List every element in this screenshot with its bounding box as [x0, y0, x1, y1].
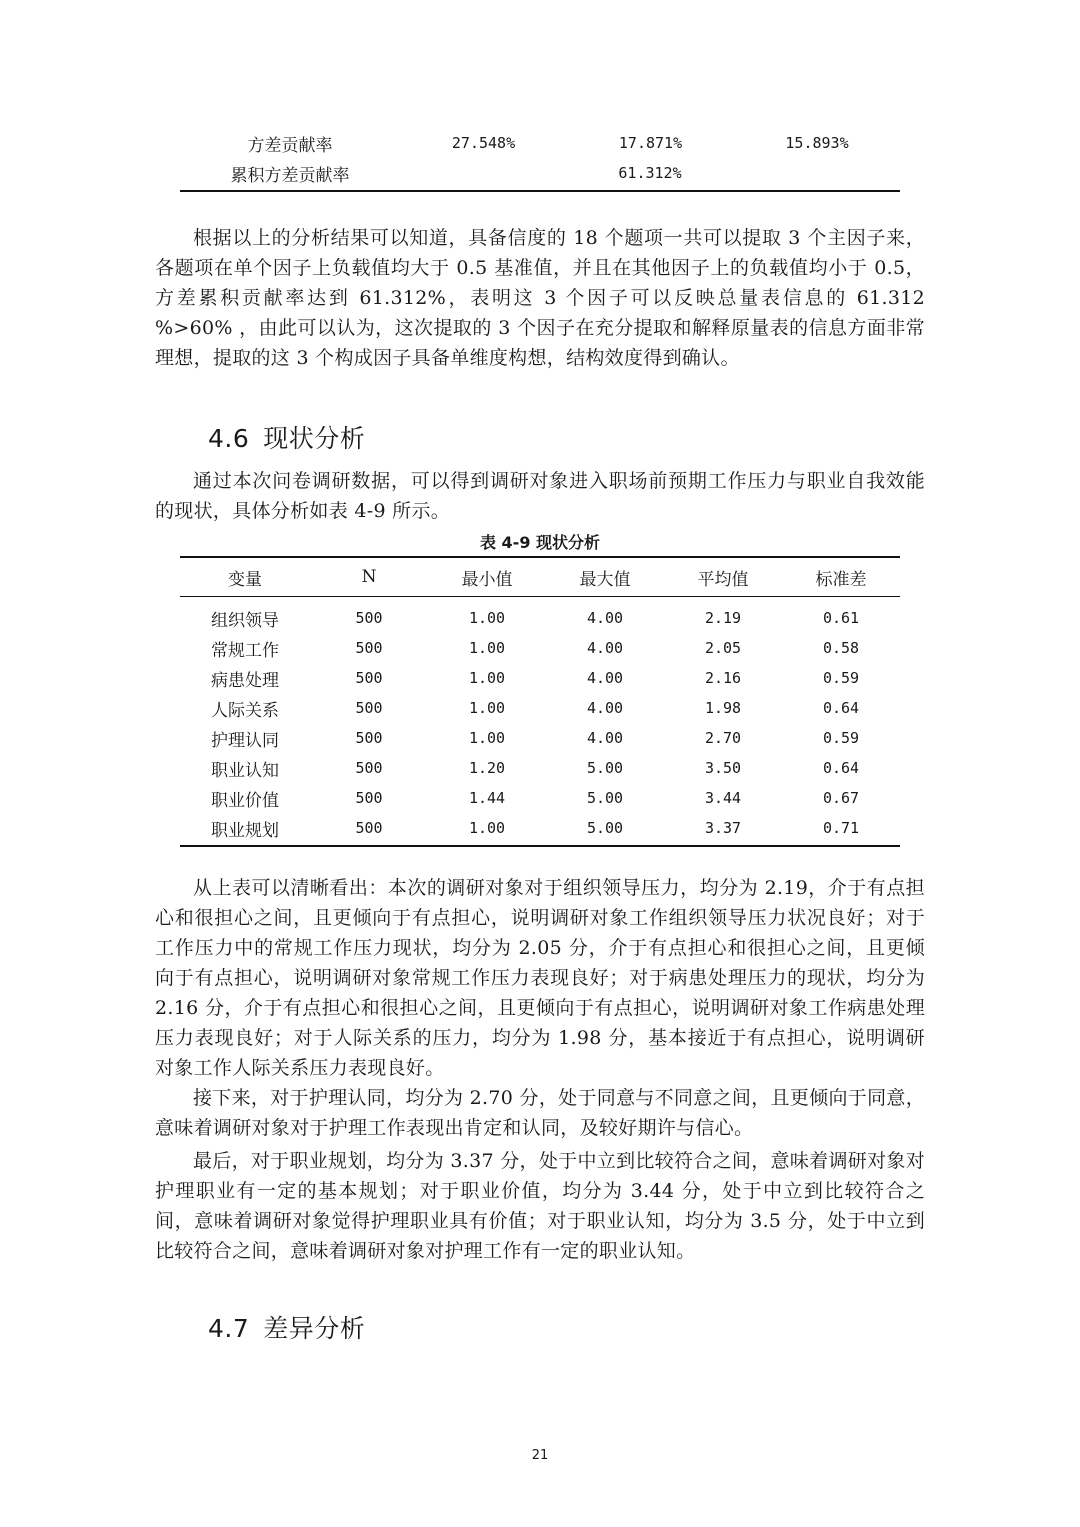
variance-value-2: 17.871% — [618, 134, 683, 152]
cell-sd: 0.64 — [822, 759, 860, 777]
analysis-paragraph-1: 从上表可以清晰看出：本次的调研对象对于组织领导压力，均分为 2.19，介于有点担心和很担心之间，且更倾向于有点担心，说明调研对象工作组织领导压力状况良好；对于工作压力中的常规工作压力现状，均分为 2.05 分，介于有点担心和很担心之间，且更倾向于有点担心，说明调研对象常规工作压力表现良好；对于病患处理压力的现状，均分为 2.16 分，介于有点担心和很担心之间，且更倾向于有点担心，说明调研对象工作病患处理压力表现良好；对于人际关系的压力，均分为 1.98 分，基本接近于有点担心，说明调研对象工作人际关系压力表现良好。 — [155, 877, 925, 1079]
header-mean: 平均值 — [664, 557, 782, 597]
table-row — [180, 693, 900, 723]
cell-sd: 0.67 — [822, 789, 860, 807]
cell-sd: 0.58 — [822, 639, 860, 657]
cell-max: 5.00 — [546, 813, 664, 846]
cell-sd: 0.64 — [822, 699, 860, 717]
section-title: 现状分析 — [263, 424, 366, 453]
cell-variable: 常规工作 — [211, 640, 279, 661]
header-max: 最大值 — [546, 557, 664, 597]
header-sd: 标准差 — [782, 557, 900, 597]
cell-max: 5.00 — [586, 759, 624, 777]
table-row — [180, 723, 900, 753]
cell-sd: 0.59 — [822, 729, 860, 747]
cell-min: 1.00 — [468, 669, 506, 687]
cell-max: 4.00 — [586, 699, 624, 717]
cell-sd: 0.71 — [782, 813, 900, 846]
section-heading-4-6 — [208, 419, 365, 455]
cumulative-label: 累积方差贡献率 — [230, 165, 350, 186]
variance-label: 方差贡献率 — [247, 135, 333, 156]
cell-variable: 职业规划 — [180, 813, 310, 846]
cell-mean: 3.50 — [704, 759, 742, 777]
variance-row — [180, 128, 900, 158]
section-title: 差异分析 — [263, 1314, 366, 1343]
cell-min: 1.00 — [428, 813, 546, 846]
cell-min: 1.00 — [468, 699, 506, 717]
cell-min: 1.00 — [468, 639, 506, 657]
cell-sd: 0.61 — [822, 609, 860, 627]
cell-n: 500 — [355, 759, 383, 777]
cell-n: 500 — [355, 639, 383, 657]
cell-n: 500 — [355, 609, 383, 627]
table-row — [180, 633, 900, 663]
cell-variable: 职业价值 — [211, 790, 279, 811]
section-number: 4.7 — [208, 1314, 250, 1343]
cell-max: 4.00 — [586, 609, 624, 627]
status-analysis-table — [180, 556, 900, 847]
intro-paragraph: 通过本次问卷调研数据，可以得到调研对象进入职场前预期工作压力与职业自我效能的现状，具体分析如表 4-9 所示。 — [155, 470, 925, 522]
variance-value-1: 27.548% — [451, 134, 516, 152]
section-heading-4-7 — [208, 1309, 365, 1345]
cell-n: 500 — [310, 813, 428, 846]
cell-variable: 护理认同 — [211, 730, 279, 751]
table-bottom-rule — [180, 190, 900, 192]
section-number: 4.6 — [208, 424, 250, 453]
cell-variable: 职业认知 — [211, 760, 279, 781]
cell-mean: 2.05 — [704, 639, 742, 657]
cell-variable: 人际关系 — [211, 700, 279, 721]
table-caption: 表 4-9 现状分析 — [479, 533, 601, 552]
cell-mean: 2.70 — [704, 729, 742, 747]
cell-n: 500 — [355, 789, 383, 807]
header-variable: 变量 — [180, 557, 310, 597]
cell-sd: 0.59 — [822, 669, 860, 687]
cell-min: 1.44 — [468, 789, 506, 807]
cumulative-value: 61.312% — [618, 164, 682, 182]
cell-n: 500 — [355, 699, 383, 717]
cell-mean: 2.19 — [704, 609, 742, 627]
table-row — [180, 663, 900, 693]
factor-paragraph: 根据以上的分析结果可以知道，具备信度的 18 个题项一共可以提取 3 个主因子来，各题项在单个因子上负载值均大于 0.5 基准值，并且在其他因子上的负载值均小于 0.5，方差累积贡献率达到 61.312%，表明这 3 个因子可以反映总量表信息的 61.312 %>60% ，由此可以认为，这次提取的 3 个因子在充分提取和解释原量表的信息方面非常理想，提取的这 3 个构成因子具备单维度构想，结构效度得到确认。 — [155, 227, 925, 369]
cell-n: 500 — [355, 669, 383, 687]
table-header-row — [180, 557, 900, 597]
cumulative-variance-row — [180, 158, 900, 188]
cell-max: 4.00 — [586, 639, 624, 657]
analysis-paragraph-2: 接下来，对于护理认同，均分为 2.70 分，处于同意与不同意之间，且更倾向于同意，意味着调研对象对于护理工作表现出肯定和认同，及较好期许与信心。 — [155, 1087, 925, 1139]
cell-variable: 病患处理 — [211, 670, 279, 691]
table-row — [180, 597, 900, 634]
variance-value-3: 15.893% — [785, 134, 849, 152]
cell-n: 500 — [355, 729, 383, 747]
cell-max: 5.00 — [586, 789, 624, 807]
cell-mean: 2.16 — [704, 669, 742, 687]
page-number: 21 — [531, 1448, 549, 1463]
variance-table — [180, 128, 900, 188]
table-row — [180, 783, 900, 813]
cell-mean: 3.44 — [704, 789, 742, 807]
table-row — [180, 813, 900, 846]
cell-min: 1.00 — [468, 729, 506, 747]
cell-variable: 组织领导 — [211, 610, 279, 631]
table-row — [180, 753, 900, 783]
cell-min: 1.20 — [468, 759, 506, 777]
cell-max: 4.00 — [586, 669, 624, 687]
header-n: N — [310, 557, 428, 597]
cell-mean: 3.37 — [664, 813, 782, 846]
cell-mean: 1.98 — [704, 699, 742, 717]
cell-max: 4.00 — [586, 729, 624, 747]
analysis-paragraph-3: 最后，对于职业规划，均分为 3.37 分，处于中立到比较符合之间，意味着调研对象对护理职业有一定的基本规划；对于职业价值，均分为 3.44 分，处于中立到比较符合之间，意味着调研对象觉得护理职业具有价值；对于职业认知，均分为 3.5 分，处于中立到比较符合之间，意味着调研对象对护理工作有一定的职业认知。 — [155, 1150, 925, 1262]
header-min: 最小值 — [428, 557, 546, 597]
cell-min: 1.00 — [468, 609, 506, 627]
